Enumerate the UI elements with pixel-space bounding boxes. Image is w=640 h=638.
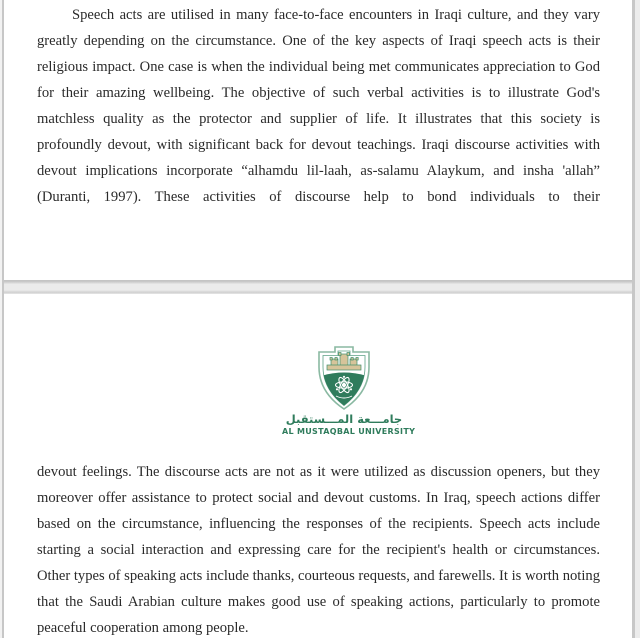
- logo-arabic-name: جامـــعة المـــستقبل: [285, 412, 403, 426]
- page-gap-divider: [4, 280, 632, 294]
- page1-paragraph[interactable]: Speech acts are utilised in many face-to-face encounters in Iraqi culture, and they vary greatly depending on the circumstance. One of the key aspects of Iraqi speech acts is their religious impact. One case is when the individual being met communicates appreciation to God for their amazing wellbeing. The objective of such verbal activities is to illustrate God's matchless quality as the protector and supplier of life. It illustrates that this society is profoundly devout, with significant back for devout teachings. Iraqi discourse activities with devout implications incorporate “alhamdu lil-laah, as-salamu Alaykum, and insha 'allah” (Duranti, 1997). These activities of discourse help to bond individuals to their: [37, 7, 600, 205]
- page2-paragraph[interactable]: devout feelings. The discourse acts are not as it were utilized as discussion openers, but they moreover offer assistance to protect social and devout customs. In Iraq, speech actions differ based on the circumstance, influencing the responses of the recipients. Speech acts include starting a social interaction and expressing care for the recipient's health or circumstances. Other types of speaking acts include thanks, courteous requests, and farewells. It is worth noting that the Saudi Arabian culture makes good use of speaking actions, particularly to promote peaceful cooperation among people.: [37, 464, 600, 636]
- logo-english-name: AL MUSTAQBAL UNIVERSITY: [282, 427, 416, 436]
- university-logo: [282, 343, 416, 437]
- right-edge-strip: [635, 0, 640, 638]
- document-page-2[interactable]: [4, 294, 632, 638]
- university-shield-icon: [315, 343, 373, 411]
- document-page-1[interactable]: [4, 0, 632, 280]
